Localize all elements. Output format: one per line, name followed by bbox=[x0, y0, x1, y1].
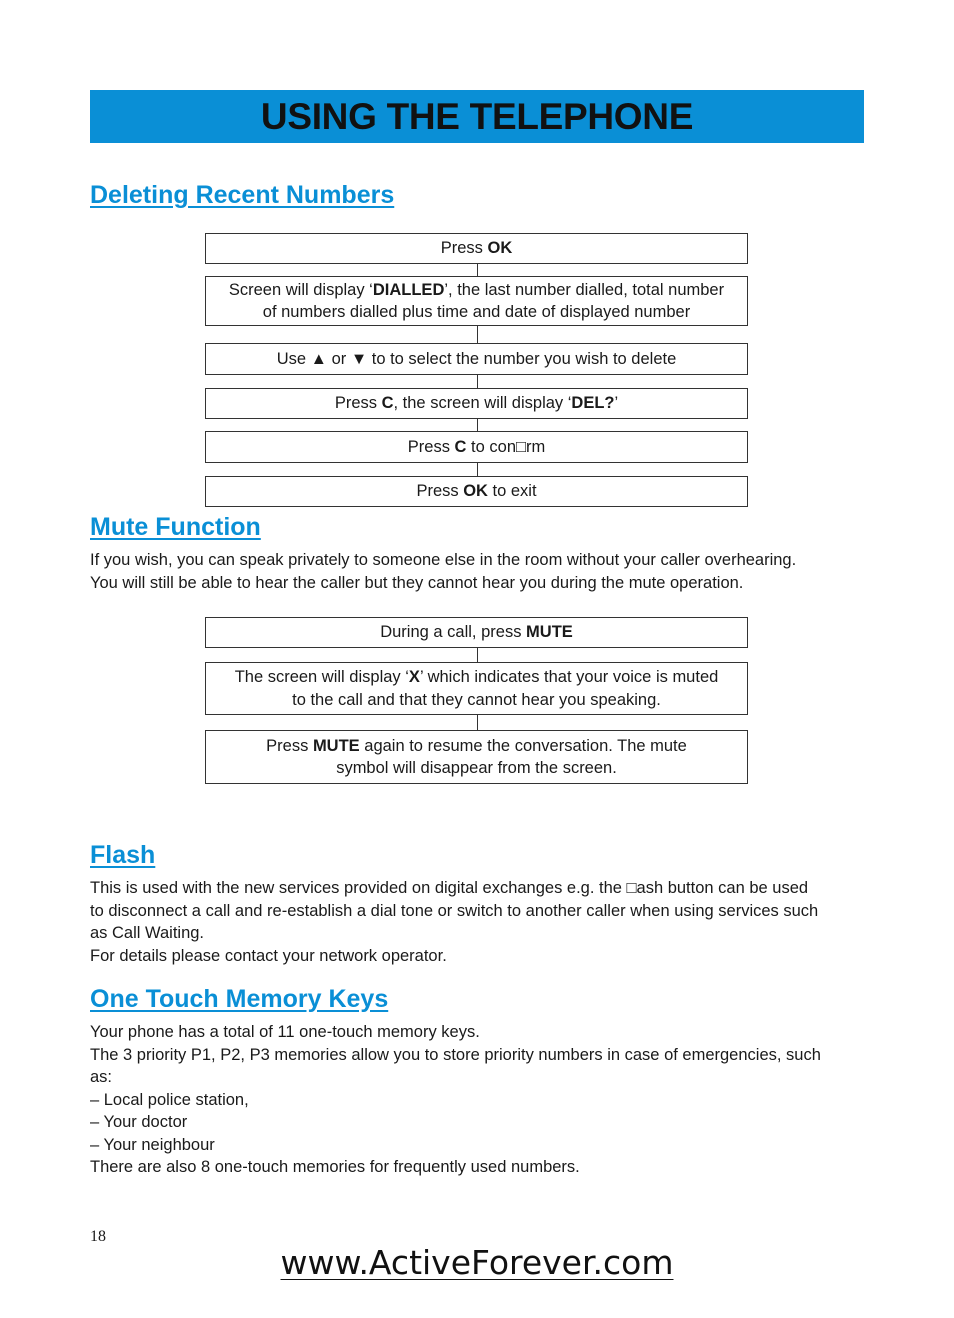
mute-description: If you wish, you can speak privately to someone else in the room without your caller overhearing. You will still be able to hear the caller but they cannot hear you during the mute operation. bbox=[90, 551, 797, 592]
flow-step-text-line2: symbol will disappear from the screen. bbox=[336, 759, 617, 777]
flow-connector bbox=[477, 715, 478, 730]
flow-connector bbox=[477, 463, 478, 476]
section-title-deleting: Deleting Recent Numbers bbox=[90, 181, 395, 209]
flow-step bbox=[205, 388, 748, 419]
page-number: 18 bbox=[90, 1228, 106, 1245]
flow-step-text-line2: to the call and that they cannot hear you speaking. bbox=[292, 690, 661, 709]
flow-step bbox=[205, 730, 748, 784]
flow-connector bbox=[477, 648, 478, 662]
flow-step bbox=[205, 233, 748, 264]
title-banner bbox=[90, 90, 864, 143]
flow-step-text: Press OK to exit bbox=[416, 482, 537, 501]
flow-connector bbox=[477, 375, 478, 388]
page-title: USING THE TELEPHONE bbox=[260, 95, 694, 137]
flow-connector bbox=[477, 419, 478, 431]
flow-step-text: The screen will display ‘X’ which indicates that your voice is muted bbox=[234, 668, 719, 686]
flow-step bbox=[205, 662, 748, 715]
flow-step-text: Press MUTE again to resume the conversation. The mute bbox=[266, 736, 687, 755]
flow-step bbox=[205, 431, 748, 463]
website-url: www.ActiveForever.com bbox=[280, 1243, 674, 1282]
flow-connector bbox=[477, 264, 478, 276]
section-title-memory-keys: One Touch Memory Keys bbox=[90, 985, 389, 1013]
flow-step bbox=[205, 343, 748, 375]
flow-step-text-line2: of numbers dialled plus time and date of displayed number bbox=[262, 303, 691, 321]
flow-step-text: Screen will display ‘DIALLED’, the last number dialled, total number bbox=[228, 280, 725, 299]
flow-step bbox=[205, 617, 748, 648]
flow-step-text: Press OK bbox=[440, 239, 513, 258]
flow-step-text: Press C to con□rm bbox=[407, 437, 546, 456]
flow-step bbox=[205, 276, 748, 326]
flash-description: This is used with the new services provided on digital exchanges e.g. the □ash button can be used to disconnect a call and re-establish a dial tone or switch to another caller when using services such as Call Waiting. For details please contact your network operator. bbox=[90, 879, 819, 965]
flow-step bbox=[205, 476, 748, 507]
memory-keys-description: Your phone has a total of 11 one-touch memory keys. The 3 priority P1, P2, P3 memories allow you to store priority numbers in case of emergencies, such as: – Local police station, – Your doctor – Your neighbour There are also 8 one-touch memories for frequently used numbers. bbox=[90, 1023, 821, 1176]
section-title-flash: Flash bbox=[90, 841, 156, 869]
flow-step-text: During a call, press MUTE bbox=[380, 623, 573, 642]
section-title-mute: Mute Function bbox=[90, 513, 261, 541]
flow-step-text: Use ▲ or ▼ to to select the number you wish to delete bbox=[276, 349, 677, 368]
flow-connector bbox=[477, 326, 478, 343]
flow-step-text: Press C, the screen will display ‘DEL?’ bbox=[334, 394, 619, 413]
